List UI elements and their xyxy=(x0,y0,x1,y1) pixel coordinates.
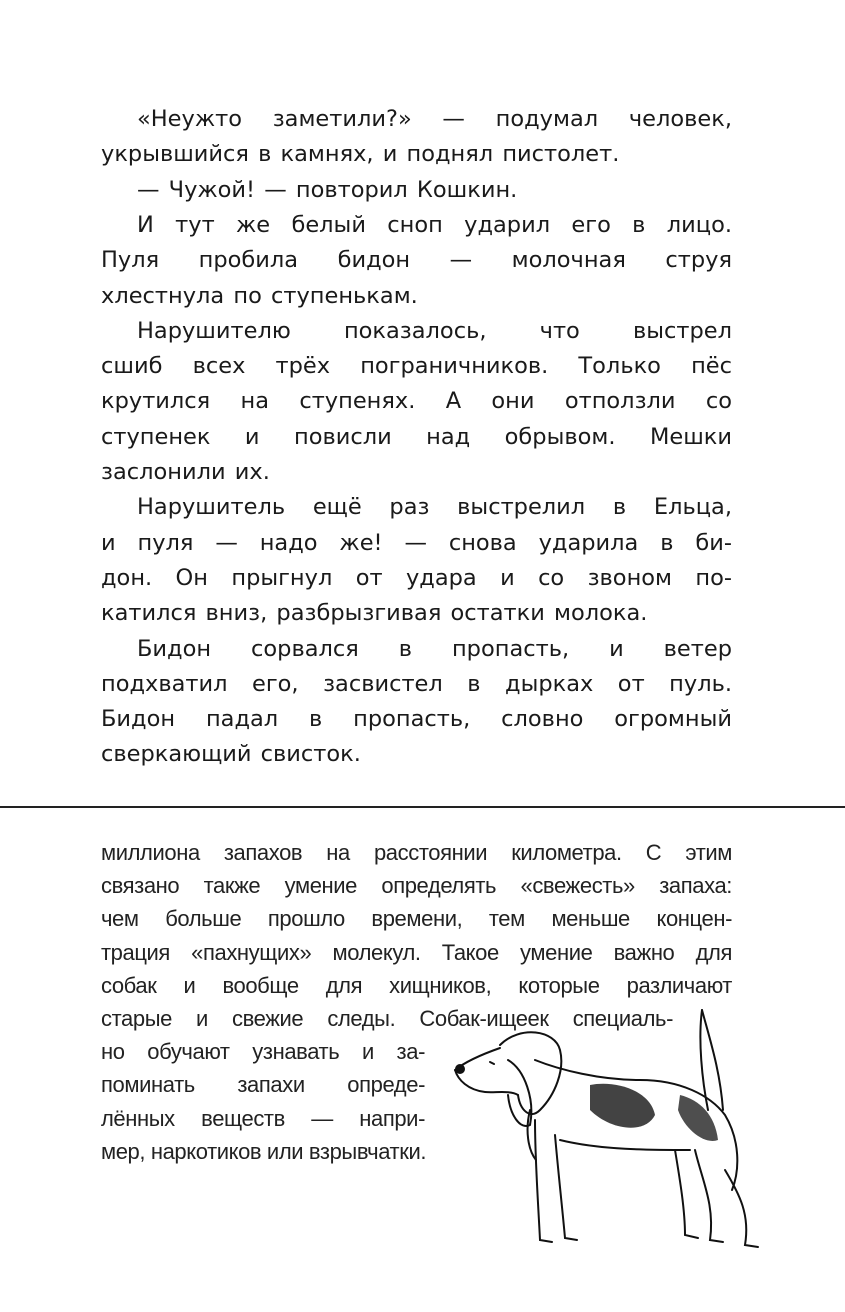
info-line: лённых веществ — напри- xyxy=(101,1105,425,1131)
info-line: собак и вообще для хищников, которые различают xyxy=(101,972,732,998)
beagle-dog-icon xyxy=(440,1000,770,1260)
story-line: крутился на ступенях. А они отползли со xyxy=(101,388,732,415)
info-line: поминать запахи опреде- xyxy=(101,1072,425,1098)
info-line: связано также умение определять «свежесть» запаха: xyxy=(101,873,732,899)
info-line: трация «пахнущих» молекул. Такое умение важно для xyxy=(101,939,732,965)
story-line: — Чужой! — повторил Кошкин. xyxy=(137,176,518,203)
story-line: подхватил его, засвистел в дырках от пуль. xyxy=(101,670,732,697)
story-line: И тут же белый сноп ударил его в лицо. xyxy=(137,211,732,238)
story-line: сшиб всех трёх пограничников. Только пёс xyxy=(101,353,732,380)
section-divider xyxy=(0,806,845,808)
story-line: ступенек и повисли над обрывом. Мешки xyxy=(101,423,732,450)
story-line: Нарушителю показалось, что выстрел xyxy=(137,317,732,344)
info-line: чем больше прошло времени, тем меньше концен- xyxy=(101,906,732,932)
story-line: дон. Он прыгнул от удара и со звоном по- xyxy=(101,564,732,591)
story-line: хлестнула по ступенькам. xyxy=(101,282,418,309)
info-line: миллиона запахов на расстоянии километра. С этим xyxy=(101,840,732,865)
story-line: «Неужто заметили?» — подумал человек, xyxy=(137,106,732,132)
story-line: и пуля — надо же! — снова ударила в би- xyxy=(101,529,732,556)
story-line: катился вниз, разбрызгивая остатки молока. xyxy=(101,600,648,627)
info-line: но обучают узнавать и за- xyxy=(101,1039,425,1065)
story-line: Бидон сорвался в пропасть, и ветер xyxy=(137,635,732,662)
info-line: мер, наркотиков или взрывчатки. xyxy=(101,1138,427,1164)
story-line: сверкающий свисток. xyxy=(101,741,361,768)
story-line: укрывшийся в камнях, и поднял пистолет. xyxy=(101,141,620,168)
story-line: Пуля пробила бидон — молочная струя xyxy=(101,247,732,274)
info-line: старые и свежие следы. Собак-ищеек специаль- xyxy=(101,1006,673,1031)
story-line: Бидон падал в пропасть, словно огромный xyxy=(101,706,732,733)
story-line: Нарушитель ещё раз выстрелил в Ельца, xyxy=(137,494,732,521)
story-line: заслонили их. xyxy=(101,459,270,485)
